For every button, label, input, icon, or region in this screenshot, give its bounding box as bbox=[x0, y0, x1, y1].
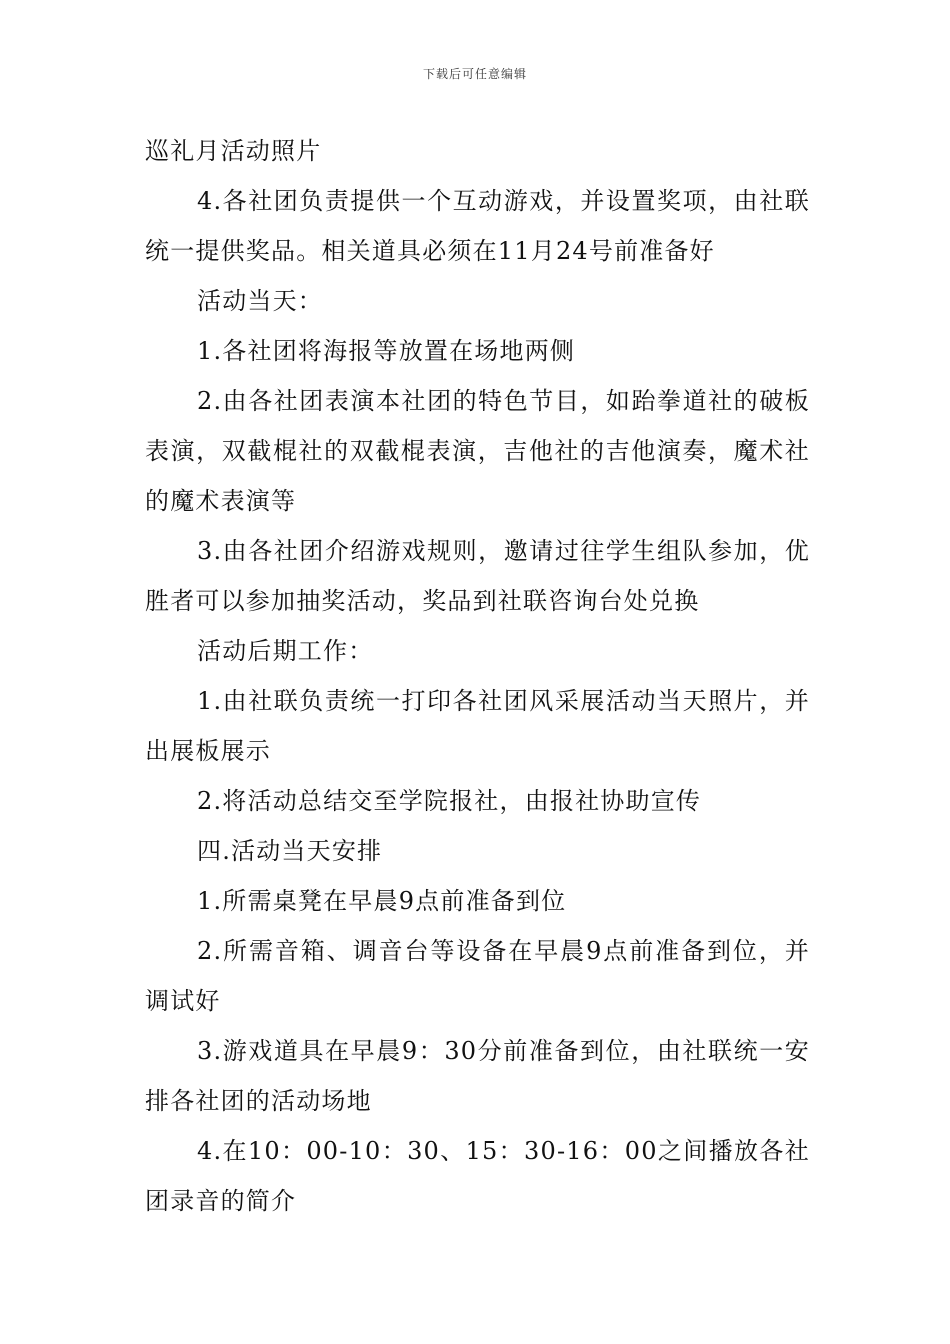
paragraph: 2.将活动总结交至学院报社，由报社协助宣传 bbox=[197, 787, 702, 815]
page-header: 下载后可任意编辑 bbox=[422, 67, 527, 81]
section-heading: 活动当天： bbox=[197, 287, 323, 315]
paragraph: 1.所需桌凳在早晨9点前准备到位 bbox=[197, 887, 567, 915]
paragraph: 3.游戏道具在早晨9：30分前准备到位，由社联统一安排各社团的活动场地 bbox=[145, 1037, 810, 1115]
paragraph: 4.各社团负责提供一个互动游戏，并设置奖项，由社联统一提供奖品。相关道具必须在11月24号前准备好 bbox=[145, 187, 810, 265]
paragraph: 3.由各社团介绍游戏规则，邀请过往学生组队参加，优胜者可以参加抽奖活动，奖品到社联咨询台处兑换 bbox=[145, 537, 810, 615]
document-body bbox=[145, 126, 810, 1226]
paragraph: 巡礼月活动照片 bbox=[145, 137, 322, 165]
paragraph: 4.在10：00-10：30、15：30-16：00之间播放各社团录音的简介 bbox=[145, 1137, 810, 1215]
paragraph: 2.由各社团表演本社团的特色节目，如跆拳道社的破板表演，双截棍社的双截棍表演，吉他社的吉他演奏，魔术社的魔术表演等 bbox=[145, 387, 810, 515]
paragraph: 1.由社联负责统一打印各社团风采展活动当天照片，并出展板展示 bbox=[145, 687, 810, 765]
section-heading: 活动后期工作： bbox=[197, 637, 374, 665]
paragraph: 2.所需音箱、调音台等设备在早晨9点前准备到位，并调试好 bbox=[145, 937, 810, 1015]
section-heading: 四.活动当天安排 bbox=[197, 837, 383, 865]
paragraph: 1.各社团将海报等放置在场地两侧 bbox=[197, 337, 576, 365]
